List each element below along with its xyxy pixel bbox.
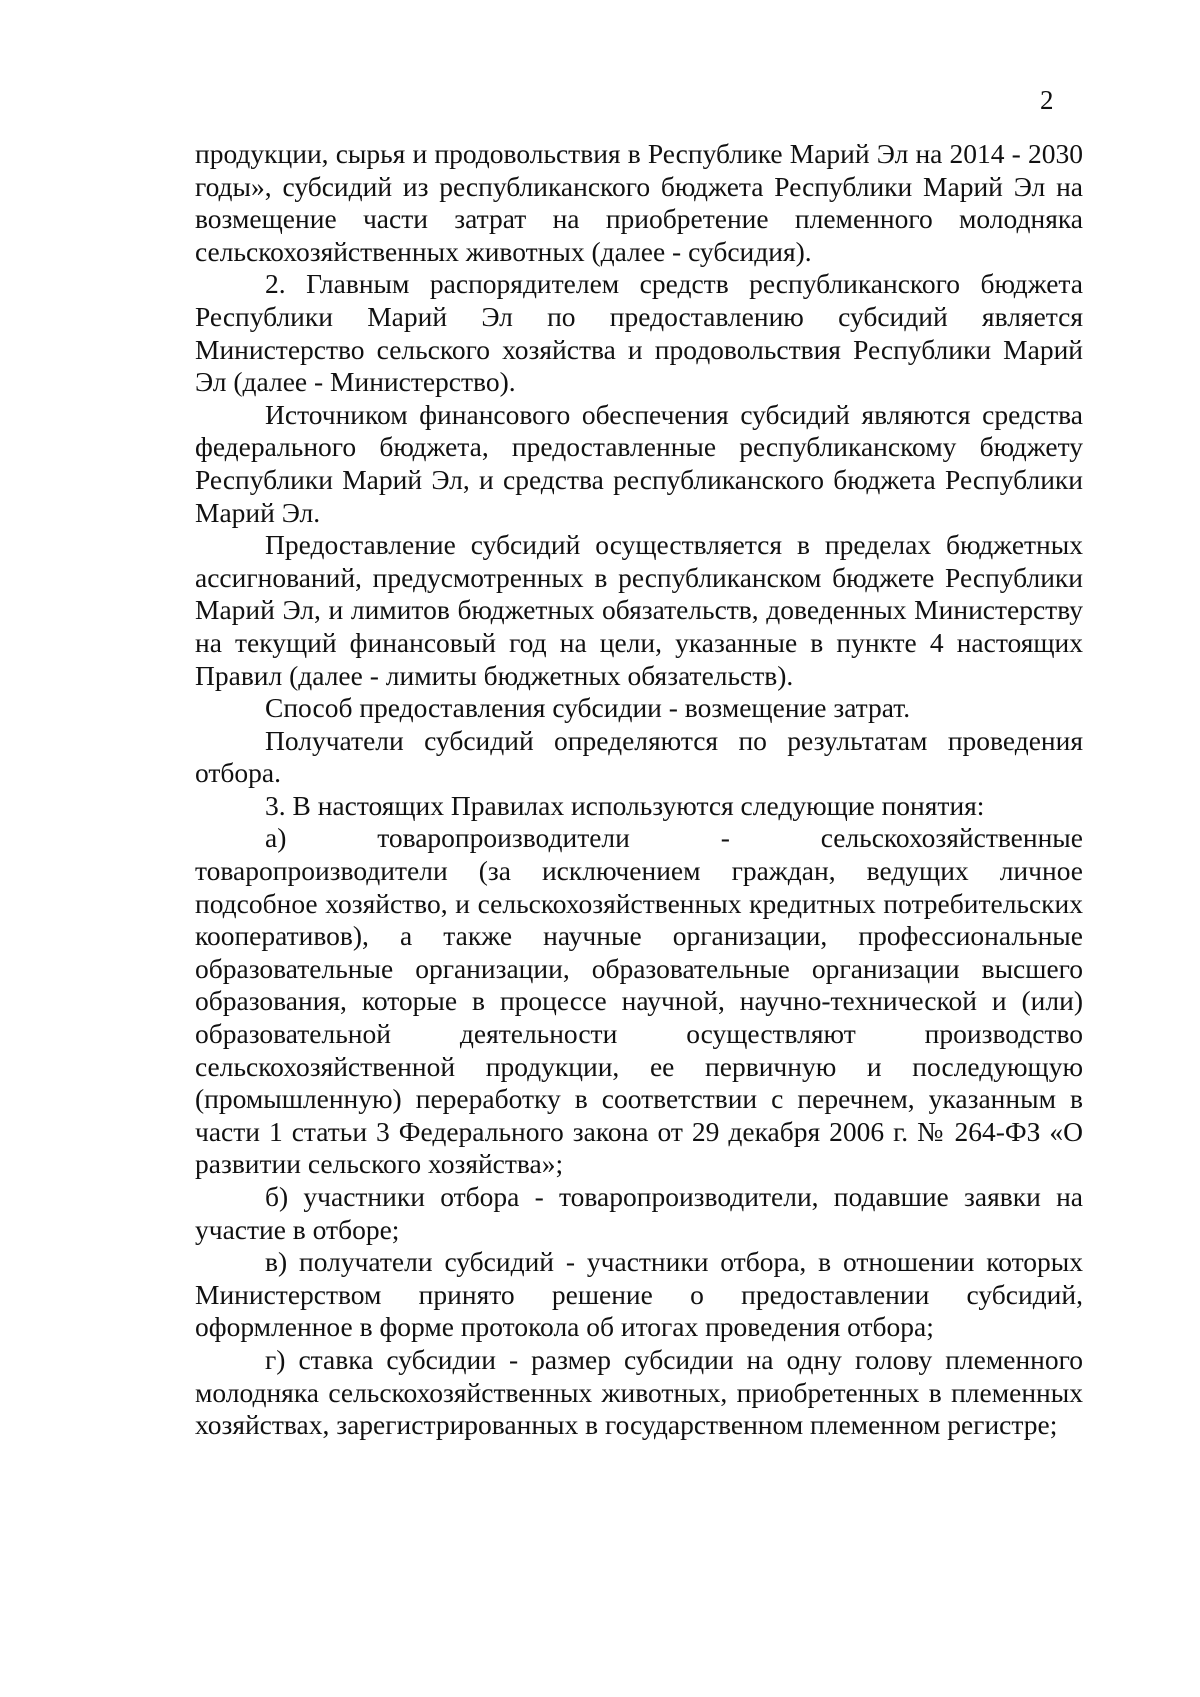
paragraph-recipients: Получатели субсидий определяются по результатам проведения отбора. [195,724,1083,789]
paragraph-funding-source: Источником финансового обеспечения субсидий являются средства федерального бюджета, предоставленные республиканскому бюджету Республики Марий Эл, и средства республиканского бюджета Республики Марий Эл. [195,398,1083,528]
definition-c: в) получатели субсидий - участники отбора, в отношении которых Министерством принято решение о предоставлении субсидий, оформленное в форме протокола об итогах проведения отбора; [195,1246,1083,1343]
paragraph-method: Способ предоставления субсидии - возмещение затрат. [265,692,911,724]
definition-a: а) товаропроизводители - сельскохозяйственные товаропроизводители (за исключением граждан, ведущих личное подсобное хозяйство, и сельскохозяйственных кредитных потребительских кооперативов), а также научные организации, профессиональные образовательные организации, образовательные организации высшего образования, которые в процессе научной, научно-технической и (или) образовательной деятельности осуществляют производство сельскохозяйственной продукции, ее первичную и последующую (промышленную) переработку в соответствии с перечнем, указанным в части 1 статьи 3 Федерального закона от 29 декабря 2006 г. № 264-ФЗ «О развитии сельского хозяйства»; [195,822,1083,1180]
paragraph-item-2: 2. Главным распорядителем средств республиканского бюджета Республики Марий Эл по предоставлению субсидий является Министерство сельского хозяйства и продовольствия Республики Марий Эл (далее - Министерство). [195,268,1083,398]
paragraph-item-3: 3. В настоящих Правилах используются следующие понятия: [265,789,985,821]
definition-b: б) участники отбора - товаропроизводители, подавшие заявки на участие в отборе; [195,1181,1083,1245]
document-body [195,138,1083,1442]
paragraph-budget-limits: Предоставление субсидий осуществляется в пределах бюджетных ассигнований, предусмотренных в республиканском бюджете Республики Марий Эл, и лимитов бюджетных обязательств, доведенных Министерству на текущий финансовый год на цели, указанные в пункте 4 настоящих Правил (далее - лимиты бюджетных обязательств). [195,529,1083,691]
paragraph-continuation: продукции, сырья и продовольствия в Республике Марий Эл на 2014 - 2030 годы», субсидий из республиканского бюджета Республики Марий Эл на возмещение части затрат на приобретение племенного молодняка сельскохозяйственных животных (далее - субсидия). [195,138,1083,267]
definition-d: г) ставка субсидии - размер субсидии на одну голову племенного молодняка сельскохозяйственных животных, приобретенных в племенных хозяйствах, зарегистрированных в государственном племенном регистре; [195,1343,1083,1441]
page-number: 2 [1040,85,1054,115]
